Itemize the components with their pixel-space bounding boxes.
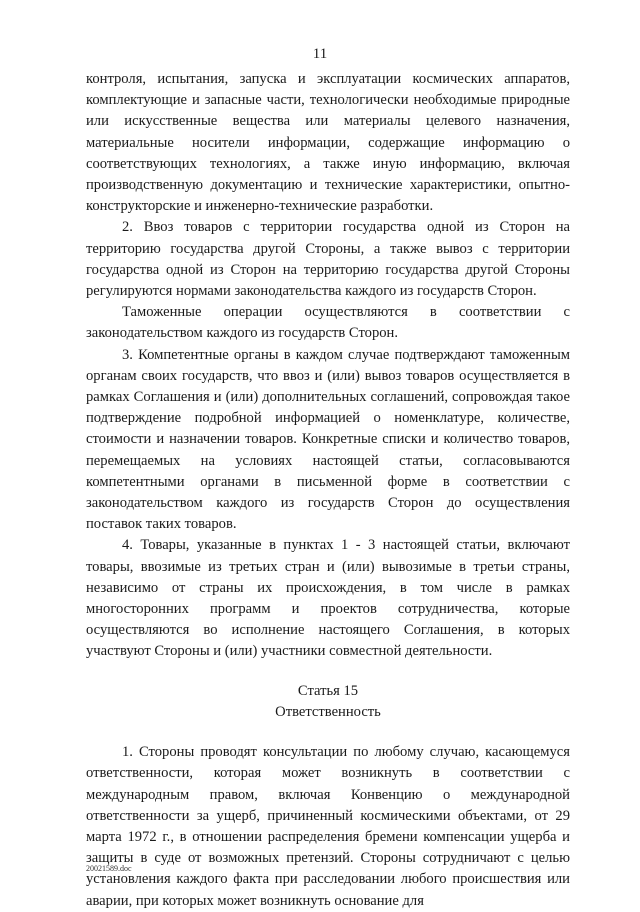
footer-file-label: 20021589.doc — [86, 864, 132, 873]
document-body — [86, 69, 570, 912]
paragraph-item-2: 2. Ввоз товаров с территории государства одной из Сторон на территорию государства другой Стороны, а также вывоз с территории государства одной из Сторон на территорию государства другой Стороны регулируются нормами законодательства каждого из государств Сторон. — [86, 219, 570, 300]
article-number: Статья 15 — [297, 682, 359, 699]
page-number: 11 — [312, 46, 328, 62]
paragraph-article-15-item-1: 1. Стороны проводят консультации по любому случаю, касающемуся ответственности, которая может возникнуть в соответствии с международным правом, включая Конвенцию о международной ответственности за ущерб, причиненный космическими объектами, от 29 марта 1972 г., в отношении распределения бремени компенсации ущерба и защиты в суде от возможных претензий. Стороны сотрудничают с целью установления каждого факта при расследовании любого происшествия или аварии, при которых может возникнуть основание для — [86, 744, 570, 909]
paragraph-customs: Таможенные операции осуществляются в соответствии с законодательством каждого из государств Сторон. — [86, 304, 570, 342]
paragraph-item-4: 4. Товары, указанные в пунктах 1 - 3 настоящей статьи, включают товары, ввозимые из третьих стран и (или) вывозимые в третьи страны, независимо от страны их происхождения, в том числе в рамках многосторонних программ и проектов сотрудничества, которые осуществляются во исполнение настоящего Соглашения, в которых участвуют Стороны и (или) участники совместной деятельности. — [86, 537, 570, 660]
article-spacer — [86, 723, 570, 742]
paragraph-continuation: контроля, испытания, запуска и эксплуатации космических аппаратов, комплектующие и запасные части, технологически необходимые природные или искусственные вещества или материалы целевого назначения, материальные носители информации, содержащие информацию о соответствующих технологиях, а также иную информацию, включая производственную документацию и технические характеристики, опытно-конструкторские и инженерно-технические разработки. — [86, 71, 570, 215]
paragraph-item-3: 3. Компетентные органы в каждом случае подтверждают таможенным органам своих государств, что ввоз и (или) вывоз товаров осуществляется в рамках Соглашения и (или) дополнительных соглашений, сопровождая такое подтверждение подробной информацией о номенклатуре, количестве, стоимости и назначении товаров. Конкретные списки и количество товаров, перемещаемых на условиях настоящей статьи, согласовываются компетентными органами в письменной форме в соответствии с законодательством каждого из государств Сторон до осуществления поставок таких товаров. — [86, 346, 570, 533]
article-title: Ответственность — [275, 703, 381, 720]
